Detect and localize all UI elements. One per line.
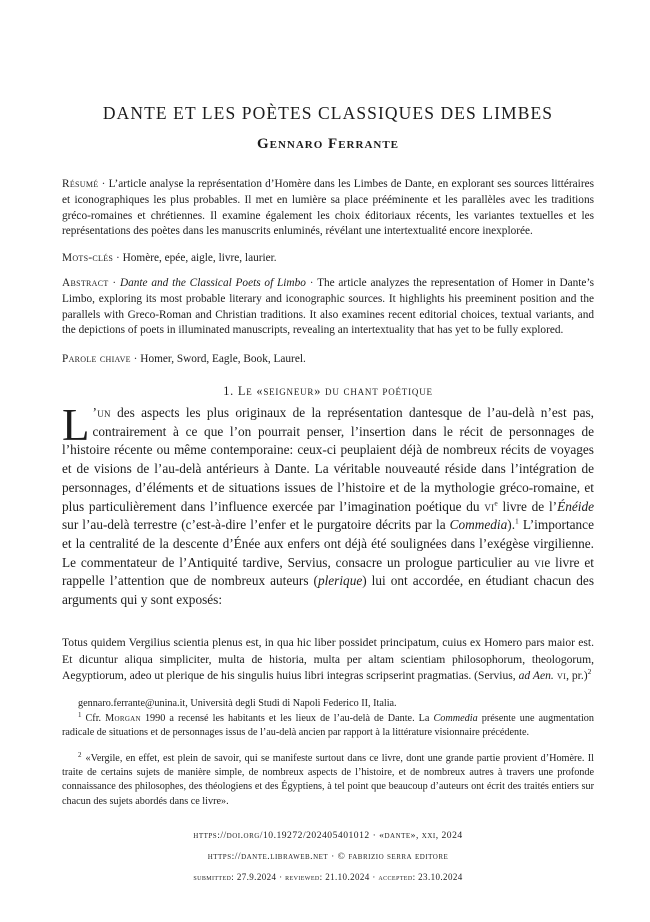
- quote-end: , pr.): [566, 669, 588, 683]
- quote-text: Totus quidem Vergilius scientia plenus est, in qua hic liber possidet principatum, cuius ex Homero pars maior est. Et dicuntur aliqua simpliciter, multa de historia, multa per altam scientiam philosophorum, theologorum, Aegyptiorum, adeo ut plerique de his singulis huius libri integras scripserint pragmatias. (Servius,: [62, 636, 594, 683]
- body-text-2: livre de l’: [497, 498, 558, 514]
- parole-chiave-label: Parole chiave: [62, 353, 131, 365]
- footnote-1: [62, 712, 594, 740]
- body-text-1: des aspects les plus originaux de la représentation dantesque de l’au-delà n’est pas, contrairement à ce que l’on pourrait penser, l’insertion dans le récit de personnages de l’histoire récente ou même contemporaine: ceux-ci peuplaient déjà de nombreux récits de voyages et de visions de l’au-delà antérieurs à Dante. La véritable nouveauté réside dans l’intégration de personnages, d’éléments et de situations issues de l’histoire et de la mythologie gréco-romaine, et plus particulièrement dans l’influence exercée par l’imagination poétique du: [62, 405, 594, 514]
- resume-paragraph: [62, 177, 594, 240]
- footnote-text: Cfr.: [85, 713, 106, 724]
- footer-doi-line[interactable]: https://doi.org/10.19272/202405401012 · «dante», xxi, 2024: [193, 830, 463, 841]
- body-text-5: L’importance et la centralité de la descente d’Énée aux enfers ont déjà été soulignées dans l’exégèse virgilienne. Le commentateur de l’Antiquité tardive, Servius, consacre un prologue particulier au: [62, 517, 594, 570]
- section-heading: 1. Le «seigneur» du chant poétique: [223, 384, 433, 398]
- footer-dates-line: submitted: 27.9.2024 · reviewed: 21.10.2024 · accepted: 23.10.2024: [193, 872, 463, 882]
- footnote-ref-2[interactable]: 2: [587, 667, 592, 677]
- article-title: DANTE ET LES POÈTES CLASSIQUES DES LIMBES: [102, 103, 554, 123]
- resume-separator: ·: [98, 178, 109, 190]
- mots-cles-separator: ·: [113, 252, 123, 264]
- mots-cles-label: Mots-clés: [62, 252, 114, 264]
- eneide-title: Énéide: [557, 498, 594, 514]
- footnote-number: 2: [78, 750, 82, 759]
- abstract-paragraph: [62, 276, 594, 339]
- footnote-ref-1[interactable]: 1: [515, 516, 519, 526]
- body-text-4: ).: [507, 517, 516, 533]
- roman-numeral-2: vi: [534, 554, 545, 570]
- roman-numeral: vi: [484, 498, 495, 514]
- body-paragraph: [62, 400, 594, 610]
- abstract-english-title: Dante and the Classical Poets of Limbo: [119, 277, 306, 289]
- drop-cap: L: [62, 400, 90, 450]
- footnote-italic: Commedia: [433, 713, 478, 724]
- body-text-7: ) lui ont accordée, en étudiant chacun des arguments qui y sont exposés:: [62, 573, 594, 608]
- quote-reference-roman: vi: [553, 669, 567, 683]
- footnote-text: présente une augmentation radicale de situations et de personnages issus de l’au-delà ancien par rapport à la littérature visionnaire précédente.: [62, 713, 594, 739]
- body-text-6: e livre et rappelle l’attention que de nombreux auteurs (: [62, 554, 594, 589]
- abstract-separator-2: ·: [305, 277, 318, 289]
- parole-chiave-paragraph: [62, 352, 594, 368]
- plerique-word: plerique: [317, 573, 363, 589]
- mots-cles-text: Homère, epée, aigle, livre, laurier.: [122, 252, 277, 264]
- footnote-number: 1: [78, 710, 82, 719]
- abstract-separator: ·: [108, 277, 120, 289]
- footnote-author-name: Morgan: [105, 713, 141, 724]
- mots-cles-paragraph: [62, 251, 594, 267]
- footnote-text: «Vergile, en effet, est plein de savoir, qui se manifeste surtout dans ce livre, dont une grande partie provient d’Homère. Il traite de certains sujets de manière simple, de nombreux aspects de l’histoire, et de nombreux autres à travers une profonde connaissance des philosophes, des théologiens et des Égyptiens, à tel point que beaucoup d’auteurs ont écrit des traités entiers sur chacun des sujets abordés dans ce livre».: [62, 753, 594, 807]
- body-text-3: sur l’au-delà terrestre (c’est-à-dire l’enfer et le purgatoire décrits par la: [62, 517, 450, 533]
- footnote-text: 1990 a recensé les habitants et les lieux de l’au-delà de Dante. La: [140, 713, 434, 724]
- article-author: Gennaro Ferrante: [256, 136, 400, 152]
- first-word-rest: ’un: [92, 405, 111, 420]
- author-contact: gennaro.ferrante@unina.it, Università degli Studi di Napoli Federico II, Italia.: [78, 698, 397, 709]
- resume-label: Résumé: [62, 178, 99, 190]
- resume-text: L’article analyse la représentation d’Homère dans les Limbes de Dante, en explorant ses sources littéraires et iconographiques les plus probables. Il met en lumière sa place prééminente et les parallèles avec les traditions gréco-romaines et chrétiennes. Il examine également les choix éditoriaux récents, les variantes textuelles et les représentations des poètes dans les manuscrits enluminés, révélant une intertextualité encore inexplorée.: [62, 178, 594, 238]
- quote-reference: ad Aen.: [518, 669, 554, 683]
- latin-quote: [62, 635, 594, 685]
- footer-publisher-line[interactable]: https://dante.libraweb.net · © fabrizio serra editore: [207, 851, 449, 862]
- footnote-2: [62, 752, 594, 809]
- abstract-text: The article analyzes the representation of Homer in Dante’s Limbo, exploring its most probable literary and iconographic sources. It highlights his preeminent position and the parallels with Greco-Roman and Christian traditions. It also examines recent editorial choices, textual variants, and the depictions of poets in illuminated manuscripts, revealing an intertextuality that has yet to be fully explored.: [62, 277, 594, 337]
- commedia-title: Commedia: [449, 517, 508, 533]
- parole-chiave-separator: ·: [130, 353, 141, 365]
- abstract-label: Abstract: [62, 277, 109, 289]
- roman-superscript: e: [494, 498, 498, 508]
- parole-chiave-text: Homer, Sword, Eagle, Book, Laurel.: [140, 353, 306, 365]
